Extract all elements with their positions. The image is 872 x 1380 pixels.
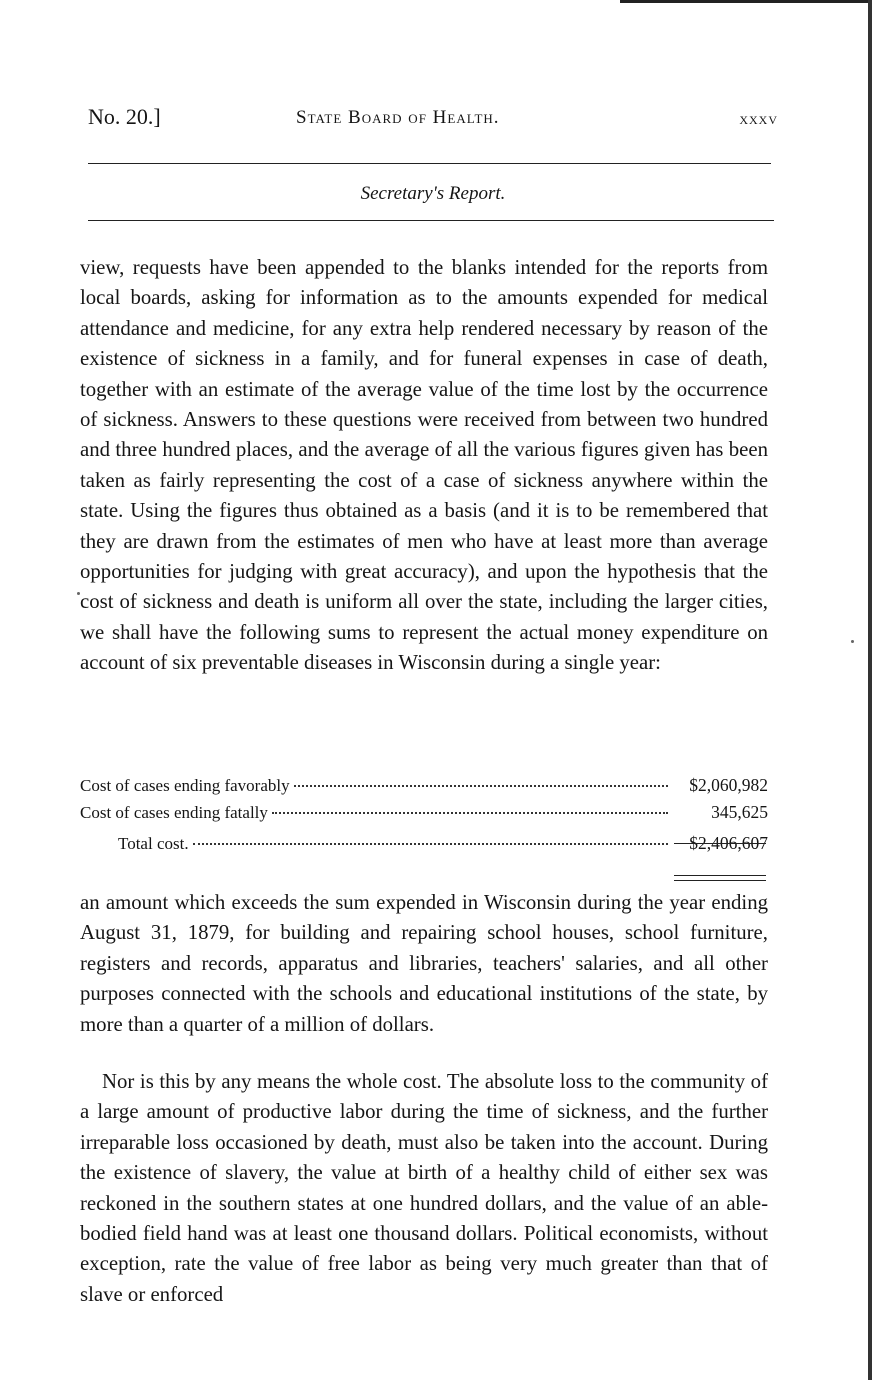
scan-speck [851,640,854,643]
cost-row [80,802,768,829]
dot-leader [294,785,668,787]
total-amount: $2,406,607 [689,833,768,853]
running-header [88,104,778,134]
section-subtitle: Secretary's Report. [360,183,506,204]
subtitle-rule [88,220,774,221]
body-paragraph: Nor is this by any means the whole cost. The absolute loss to the community of a large amount of productive labor during the time of sickness, and the further irreparable loss occasioned by death, must also be taken into the account. During the existence of slavery, the value at birth of a healthy child of either sex was reckoned in the southern states at one hundred dollars, and the value of an able-bodied field hand was at least one thousand dollars. Political economists, without exception, rate the value of free labor as being very much greater than that of slave or enforced [80,1070,768,1306]
cost-amount: 345,625 [711,802,768,822]
document-number: No. 20.] [88,104,161,129]
total-double-rule [674,880,766,881]
total-label: Total cost. [118,834,189,853]
dot-leader [272,812,668,814]
scan-edge-right [868,0,872,1380]
sum-rule [674,843,766,844]
dot-leader [193,843,668,845]
total-row [80,833,768,860]
cost-label: Cost of cases ending fatally [80,803,268,822]
body-paragraph: an amount which exceeds the sum expended in Wisconsin during the year ending August 31, 1879, for building and repairing school houses, school furniture, registers and records, apparatus and libraries, teachers' salaries, and all other purposes connected with the schools and educational institutions of the state, by more than a quarter of a million of dollars. [80,891,768,1036]
body-paragraph: view, requests have been appended to the blanks intended for the reports from local boards, asking for information as to the amounts expended for medical attendance and medicine, for any extra help rendered necessary by reason of the existence of sickness in a family, and for funeral expenses in case of death, together with an estimate of the average value of the time lost by the occurrence of sickness. Answers to these questions were received from between two hundred and three hundred places, and the average of all the various figures given has been taken as fairly representing the cost of a case of sickness anywhere within the state. Using the figures thus obtained as a basis (and it is to be remembered that they are drawn from the estimates of men who have at least more than average opportunities for judging with great accuracy), and upon the hypothesis that the cost of sickness and death is uniform all over the state, including the larger cities, we shall have the following sums to represent the actual money expenditure on account of six preventable diseases in Wisconsin during a single year: [80,256,768,675]
total-double-rule [674,875,766,876]
cost-label: Cost of cases ending favorably [80,776,290,795]
header-rule [88,163,771,164]
running-title: State Board of Health. [296,107,500,128]
cost-table [80,775,768,860]
page-number: xxxv [739,109,778,128]
scan-edge-top [620,0,872,3]
cost-amount: $2,060,982 [689,775,768,795]
cost-row [80,775,768,802]
